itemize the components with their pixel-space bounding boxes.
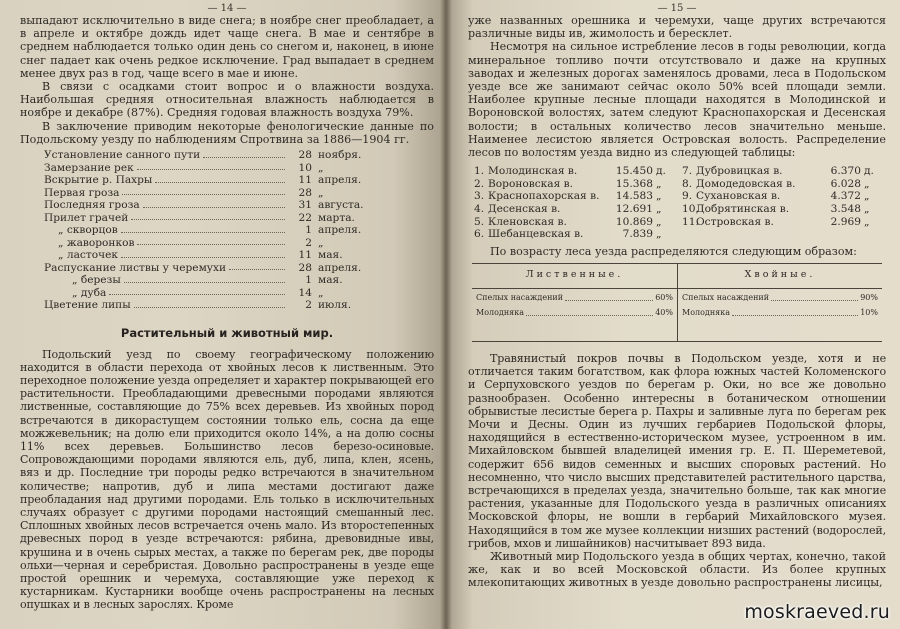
phenology-row xyxy=(44,174,380,187)
volost-area: 7.839 xyxy=(622,228,653,241)
dot-leader xyxy=(109,294,285,295)
volost-row xyxy=(474,203,670,216)
volost-area: 15.368 xyxy=(615,177,653,190)
phenology-row xyxy=(44,249,380,262)
volost-unit: „ xyxy=(864,215,870,228)
volost-row xyxy=(474,190,670,203)
age-label: Спелых насаждений xyxy=(476,293,564,302)
volost-number: 10. xyxy=(682,203,699,216)
phenology-row xyxy=(44,162,380,175)
phenology-month: апреля. xyxy=(318,224,362,237)
phenology-row xyxy=(44,287,380,300)
phenology-day: 28 xyxy=(298,186,312,199)
dot-leader xyxy=(134,307,285,308)
phenology-month: апреля. xyxy=(318,261,362,274)
phenology-day: 2 xyxy=(305,236,312,249)
phenology-list xyxy=(44,149,380,312)
volost-forest-table xyxy=(474,165,878,241)
volost-row xyxy=(682,216,878,229)
age-row xyxy=(682,307,878,319)
phenology-day: 11 xyxy=(298,174,312,187)
volost-row xyxy=(682,203,878,216)
volost-row xyxy=(682,190,878,203)
volost-name: Молодинская в. xyxy=(488,165,578,178)
paragraph-snow: выпадают исключительно в виде снега; в ноябре снег преобладает, а в апреле и октябре дождь идет чаще снега. В мае и сентябре в среднем наблюдается только один день со снегом и, наконец, в июне снег падает как очень редкое исключение. Град выпадает в среднем менее двух раз в год, чаще всего в мае и июне. xyxy=(20,14,434,80)
volost-unit: „ xyxy=(864,190,870,203)
dot-leader xyxy=(124,282,285,283)
volost-row xyxy=(474,216,670,229)
phenology-month: мая. xyxy=(318,249,343,262)
book-gutter xyxy=(440,0,452,629)
volost-number: 1. xyxy=(474,165,485,178)
phenology-month: мая. xyxy=(318,274,343,287)
paragraph-fauna: Животный мир Подольского уезда в общих чертах, конечно, такой же, как и во всей Московской области. Из более крупных млекопитающих животных в уезде довольно распространены лисицы, xyxy=(468,550,886,590)
volost-number: 9. xyxy=(682,190,693,203)
phenology-event: Распускание листвы у черемухи xyxy=(44,261,227,274)
phenology-row xyxy=(44,149,380,162)
volost-area: 12.691 xyxy=(615,203,653,216)
phenology-row xyxy=(44,262,380,275)
dot-leader xyxy=(526,307,653,316)
dot-leader xyxy=(771,292,858,301)
volost-unit: „ xyxy=(656,228,662,241)
phenology-month: „ xyxy=(318,161,324,174)
phenology-event: Последняя гроза xyxy=(44,199,140,212)
paragraph-humidity: В связи с осадками стоит вопрос и о влажности воздуха. Наибольшая средняя относительная влажность наблюдается в ноябре и декабре (87%). Средняя годовая влажность воздуха 79%. xyxy=(20,80,434,120)
paragraph-forest-area: Несмотря на сильное истребление лесов в годы революции, когда минеральное топливо почти отсутствовало и даже на крупных заводах и железных дорогах заменялось дровами, леса в Подольском уезде все же занимают сейчас около 50% всей площади земли. Наиболее крупные лесные площади находятся в Молодинской и Вороновской волостях, затем следуют Краснопахорская и Десенская волости; в остальных количество лесов значительно меньше. Наименее лесистою является Островская волость. Распределение лесов по волостям уезда видно из следующей таблицы: xyxy=(468,40,886,160)
volost-area: 15.450 xyxy=(615,165,653,178)
age-label: Молодняка xyxy=(476,308,524,317)
volost-column-left xyxy=(474,165,670,241)
volost-unit: „ xyxy=(864,203,870,216)
volost-name: Дубровицкая в. xyxy=(696,165,783,178)
volost-number: 7. xyxy=(682,165,693,178)
volost-name: Десенская в. xyxy=(488,203,561,216)
volost-unit: „ xyxy=(656,177,662,190)
age-percent: 90% xyxy=(860,293,878,302)
age-row xyxy=(476,307,673,319)
age-header-deciduous: Лиственные. xyxy=(472,264,677,289)
dot-leader xyxy=(565,292,653,301)
phenology-row xyxy=(44,299,380,312)
age-percent: 40% xyxy=(655,308,673,317)
phenology-day: 10 xyxy=(298,161,312,174)
volost-unit: „ xyxy=(864,177,870,190)
paragraph-age-intro: По возрасту леса уезда распределяются следующим образом: xyxy=(490,244,857,258)
volost-name: Островская в. xyxy=(696,215,774,228)
phenology-day: 28 xyxy=(298,261,312,274)
dot-leader xyxy=(137,169,285,170)
phenology-row xyxy=(44,274,380,287)
volost-name: Добрятинская в. xyxy=(696,203,790,216)
volost-column-right xyxy=(682,165,878,241)
volost-row xyxy=(474,178,670,191)
volost-unit: „ xyxy=(656,215,662,228)
paragraph-shrubs: уже названных орешника и черемухи, чаще других встречаются различные виды ив, жимолость и бересклет. xyxy=(468,14,886,41)
phenology-month: „ xyxy=(318,286,324,299)
phenology-month: апреля. xyxy=(318,174,362,187)
page-number-right: — 15 — xyxy=(657,3,697,14)
age-percent: 10% xyxy=(860,308,878,317)
volost-area: 6.028 xyxy=(830,177,861,190)
volost-number: 5. xyxy=(474,215,485,228)
dot-leader xyxy=(143,207,285,208)
volost-row xyxy=(682,165,878,178)
dot-leader xyxy=(121,232,285,233)
phenology-event: Замерзание рек xyxy=(44,161,134,174)
volost-unit: д. xyxy=(864,165,874,178)
phenology-event: „ дуба xyxy=(72,286,107,299)
phenology-row xyxy=(44,187,380,200)
phenology-event: „ ласточек xyxy=(58,249,118,262)
age-row xyxy=(682,292,878,304)
volost-area: 10.869 xyxy=(615,215,653,228)
phenology-event: Вскрытие р. Пахры xyxy=(44,174,153,187)
volost-row xyxy=(474,228,670,241)
phenology-day: 1 xyxy=(305,224,312,237)
phenology-day: 28 xyxy=(298,149,312,162)
volost-number: 3. xyxy=(474,190,485,203)
volost-name: Домодедовская в. xyxy=(696,177,796,190)
dot-leader xyxy=(229,269,285,270)
dot-leader xyxy=(131,219,285,220)
phenology-month: „ xyxy=(318,186,324,199)
volost-number: 11. xyxy=(682,215,699,228)
age-row xyxy=(476,292,673,304)
forest-age-table xyxy=(472,263,882,342)
volost-area: 6.370 xyxy=(830,165,861,178)
volost-area: 3.548 xyxy=(830,203,861,216)
volost-number: 4. xyxy=(474,203,485,216)
phenology-day: 14 xyxy=(298,286,312,299)
phenology-event: „ скворцов xyxy=(58,224,118,237)
page-number-left: — 14 — xyxy=(207,3,247,14)
dot-leader xyxy=(203,157,285,158)
right-page xyxy=(446,0,900,629)
volost-name: Сухановская в. xyxy=(696,190,781,203)
phenology-day: 1 xyxy=(305,274,312,287)
volost-name: Краснопахорская в. xyxy=(488,190,600,203)
volost-row xyxy=(682,178,878,191)
age-label: Молодняка xyxy=(682,308,730,317)
phenology-month: августа. xyxy=(318,199,364,212)
phenology-row xyxy=(44,237,380,250)
volost-row xyxy=(474,165,670,178)
phenology-event: „ березы xyxy=(72,274,121,287)
phenology-month: ноября. xyxy=(318,149,362,162)
dot-leader xyxy=(122,194,285,195)
age-header-conifer: Хвойные. xyxy=(678,264,882,289)
phenology-day: 22 xyxy=(298,211,312,224)
phenology-month: июля. xyxy=(318,299,352,312)
volost-unit: „ xyxy=(656,190,662,203)
dot-leader xyxy=(121,257,285,258)
paragraph-vegetation: Подольский уезд по своему географическому положению находится в области перехода от хвойных лесов к лиственным. Это переходное положение уезда определяет и характер покрывающей его растительности. Преобладающими древесными породами являются лиственные, составляющие до 75% всех деревьев. Из хвойных пород встречаются в дикорастущем состоянии только ель, сосна да еще можжевельник; на долю ели приходится около 14%, а на долю сосны 11% всех деревьев. Большинство лесов березо-осиновые. Сопровождающими породами являются ель, дуб, липа, клен, ясень, вяз и др. Последние три породы редко встречаются в значительном количестве; напротив, дуб и липа местами достигают даже преобладания над другими породами. Ель только в исключительных случаях образует с другими породами настоящий смешанный лес. Сплошных хвойных лесов встречается очень мало. Из второстепенных древесных пород в уезде встречаются: рябина, древовидные ивы, крушина и в очень сырых местах, а также по берегам рек, две породы ольхи—черная и серебристая. Довольно распространены в уезде еще простой орешник и черемуха, составляющие уже переход к кустарникам. Кустарники вообще очень распространены на лесных опушках и в лесных зарослях. Кроме xyxy=(20,347,434,612)
volost-unit: „ xyxy=(656,203,662,216)
age-label: Спелых насаждений xyxy=(682,293,770,302)
phenology-month: марта. xyxy=(318,211,355,224)
phenology-day: 31 xyxy=(298,199,312,212)
age-column-conifer xyxy=(677,264,882,341)
phenology-day: 2 xyxy=(305,299,312,312)
phenology-event: Прилет грачей xyxy=(44,211,129,224)
phenology-event: Цветение липы xyxy=(44,299,131,312)
volost-area: 4.372 xyxy=(830,190,861,203)
volost-area: 2.969 xyxy=(830,215,861,228)
left-page xyxy=(0,0,446,629)
dot-leader xyxy=(155,182,285,183)
phenology-month: „ xyxy=(318,236,324,249)
dot-leader xyxy=(732,307,858,316)
volost-name: Кленовская в. xyxy=(488,215,567,228)
phenology-event: Установление санного пути xyxy=(44,149,201,162)
phenology-row xyxy=(44,212,380,225)
age-column-deciduous xyxy=(472,264,677,341)
volost-area: 14.583 xyxy=(615,190,653,203)
volost-number: 8. xyxy=(682,177,693,190)
paragraph-phenology-intro: В заключение приводим некоторые фенологические данные по Подольскому уезду по наблюдениям Спротвина за 1886—1904 гг. xyxy=(20,119,434,146)
volost-number: 6. xyxy=(474,228,485,241)
dot-leader xyxy=(137,244,285,245)
paragraph-grass-cover: Травянистый покров почвы в Подольском уезде, хотя и не отличается таким богатством, как флора южных частей Коломенского и Серпуховского уездов по берегам р. Оки, но все же довольно разнообразен. Особенно интересны в ботаническом отношении обрывистые лесистые берега р. Пахры и заливные луга по берегам рек Мочи и Десны. Один из лучших гербариев Подольской флоры, находящийся в естественно-историческом музее, устроенном в им. Михайловском бывшей владелицей имения гр. Е. П. Шереметевой, содержит 656 видов семенных и высших споровых растений. Но несомненно, что число высших представителей растительного царства, встречающихся в пределах уезда, значительно больше, так как многие растения, указанные для Подольского уезда в различных описаниях Московской флоры, не вошли в гербарий Михайловского музея. Находящийся в том же музее коллекции низших растений (водорослей, грибов, мхов и лишайников) насчитывает 893 вида. xyxy=(468,352,886,550)
phenology-event: Первая гроза xyxy=(44,186,120,199)
volost-name: Вороновская в. xyxy=(488,177,573,190)
age-percent: 60% xyxy=(655,293,673,302)
section-heading: Растительный и животный мир. xyxy=(120,325,334,340)
volost-name: Шебанцевская в. xyxy=(488,228,584,241)
phenology-day: 11 xyxy=(298,249,312,262)
phenology-row xyxy=(44,199,380,212)
phenology-row xyxy=(44,224,380,237)
watermark: moskraeved.ru xyxy=(744,601,890,623)
phenology-event: „ жаворонков xyxy=(58,236,135,249)
volost-unit: д. xyxy=(656,165,666,178)
volost-number: 2. xyxy=(474,177,485,190)
